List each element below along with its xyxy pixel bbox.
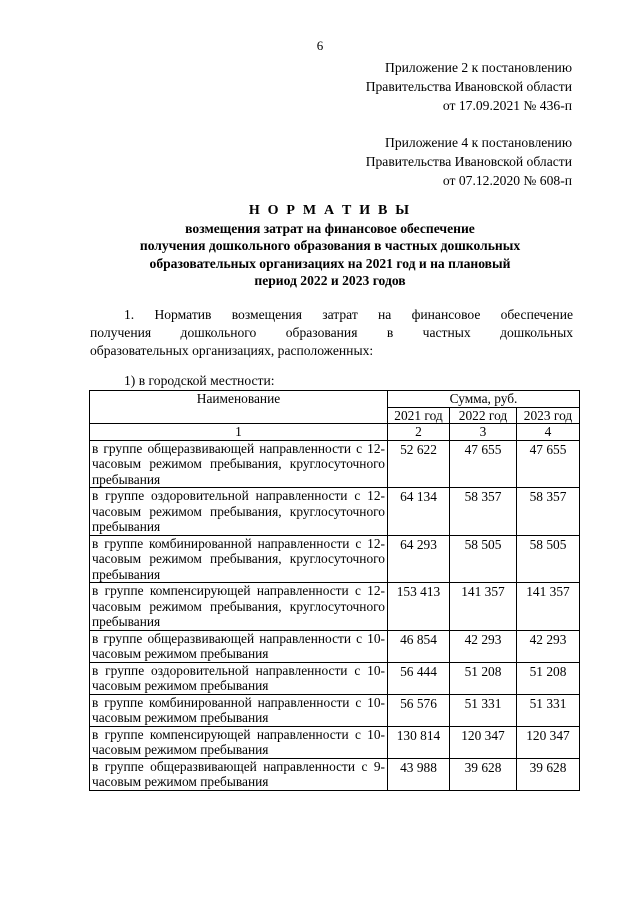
value-2023-cell: 58 357	[517, 488, 580, 536]
value-2023-cell: 58 505	[517, 535, 580, 583]
table-row	[90, 440, 580, 488]
value-2022-cell: 39 628	[450, 758, 517, 790]
row-name-cell: в группе компенсирующей направленности с 12-часовым режимом пребывания, круглосуточного пребывания	[90, 583, 388, 631]
table-row	[90, 758, 580, 790]
row-name-cell: в группе общеразвивающей направленности с 9-часовым режимом пребывания	[90, 758, 388, 790]
value-2023-cell: 141 357	[517, 583, 580, 631]
row-name-cell: в группе комбинированной направленности с 10-часовым режимом пребывания	[90, 694, 388, 726]
appendix-line: Приложение 2 к постановлению	[385, 60, 572, 75]
page-number: 6	[316, 38, 324, 53]
title-line: получения дошкольного образования в частных дошкольных	[139, 238, 521, 253]
value-2022-cell: 47 655	[450, 440, 517, 488]
value-2023-cell: 120 347	[517, 726, 580, 758]
table-row	[90, 694, 580, 726]
table-row	[90, 535, 580, 583]
table-row	[90, 583, 580, 631]
row-name-cell: в группе компенсирующей направленности с 10-часовым режимом пребывания	[90, 726, 388, 758]
header-sum-cell: Сумма, руб.	[388, 391, 580, 408]
value-2021-cell: 64 134	[388, 488, 450, 536]
appendix-line: от 17.09.2021 № 436-п	[442, 98, 572, 113]
row-name-cell: в группе комбинированной направленности с 12-часовым режимом пребывания, круглосуточного пребывания	[90, 535, 388, 583]
col-number-cell: 2	[388, 424, 450, 441]
header-year-cell: 2022 год	[450, 407, 517, 424]
col-number-cell: 3	[450, 424, 517, 441]
value-2023-cell: 47 655	[517, 440, 580, 488]
appendix-line: от 07.12.2020 № 608-п	[442, 173, 572, 188]
appendix-line: Приложение 4 к постановлению	[385, 135, 572, 150]
col-number-cell: 1	[90, 424, 388, 441]
table-header-row	[90, 391, 580, 408]
value-2021-cell: 43 988	[388, 758, 450, 790]
header-year-cell: 2023 год	[517, 407, 580, 424]
value-2021-cell: 64 293	[388, 535, 450, 583]
row-name-cell: в группе общеразвивающей направленности с 12-часовым режимом пребывания, круглосуточного пребывания	[90, 440, 388, 488]
paragraph-line: получения дошкольного образования в частных дошкольных	[90, 325, 573, 340]
value-2023-cell: 39 628	[517, 758, 580, 790]
value-2022-cell: 58 505	[450, 535, 517, 583]
row-name-cell: в группе общеразвивающей направленности с 10-часовым режимом пребывания	[90, 630, 388, 662]
value-2021-cell: 46 854	[388, 630, 450, 662]
value-2023-cell: 51 331	[517, 694, 580, 726]
appendix-line: Правительства Ивановской области	[365, 79, 572, 94]
value-2021-cell: 153 413	[388, 583, 450, 631]
body-paragraph	[90, 306, 573, 360]
value-2023-cell: 51 208	[517, 662, 580, 694]
value-2022-cell: 51 208	[450, 662, 517, 694]
header-name-cell: Наименование	[90, 391, 388, 424]
row-name-cell: в группе оздоровительной направленности с 12-часовым режимом пребывания, круглосуточного пребывания	[90, 488, 388, 536]
table-row	[90, 488, 580, 536]
table-row	[90, 630, 580, 662]
table-colnum-row	[90, 424, 580, 441]
value-2021-cell: 130 814	[388, 726, 450, 758]
appendix-reference-2	[366, 133, 572, 190]
table-row	[90, 662, 580, 694]
value-2022-cell: 51 331	[450, 694, 517, 726]
value-2021-cell: 56 576	[388, 694, 450, 726]
subheading: 1) в городской местности:	[124, 373, 275, 388]
title-line: период 2022 и 2023 годов	[254, 273, 406, 288]
norms-table	[89, 390, 580, 791]
col-number-cell: 4	[517, 424, 580, 441]
title-line: возмещения затрат на финансовое обеспечение	[185, 220, 475, 236]
header-year-cell: 2021 год	[388, 407, 450, 424]
title-heading: Н О Р М А Т И В Ы	[248, 203, 412, 218]
row-name-cell: в группе оздоровительной направленности с 10-часовым режимом пребывания	[90, 662, 388, 694]
value-2021-cell: 52 622	[388, 440, 450, 488]
value-2022-cell: 58 357	[450, 488, 517, 536]
paragraph-line: 1. Норматив возмещения затрат на финансовое обеспечение	[124, 307, 573, 322]
appendix-line: Правительства Ивановской области	[365, 154, 572, 169]
value-2022-cell: 120 347	[450, 726, 517, 758]
appendix-reference-1	[366, 58, 572, 115]
title-line: образовательных организациях на 2021 год и на плановый	[149, 255, 511, 271]
paragraph-line: образовательных организациях, расположенных:	[90, 343, 374, 358]
value-2022-cell: 141 357	[450, 583, 517, 631]
value-2021-cell: 56 444	[388, 662, 450, 694]
value-2023-cell: 42 293	[517, 630, 580, 662]
document-title	[80, 202, 580, 290]
table-row	[90, 726, 580, 758]
value-2022-cell: 42 293	[450, 630, 517, 662]
